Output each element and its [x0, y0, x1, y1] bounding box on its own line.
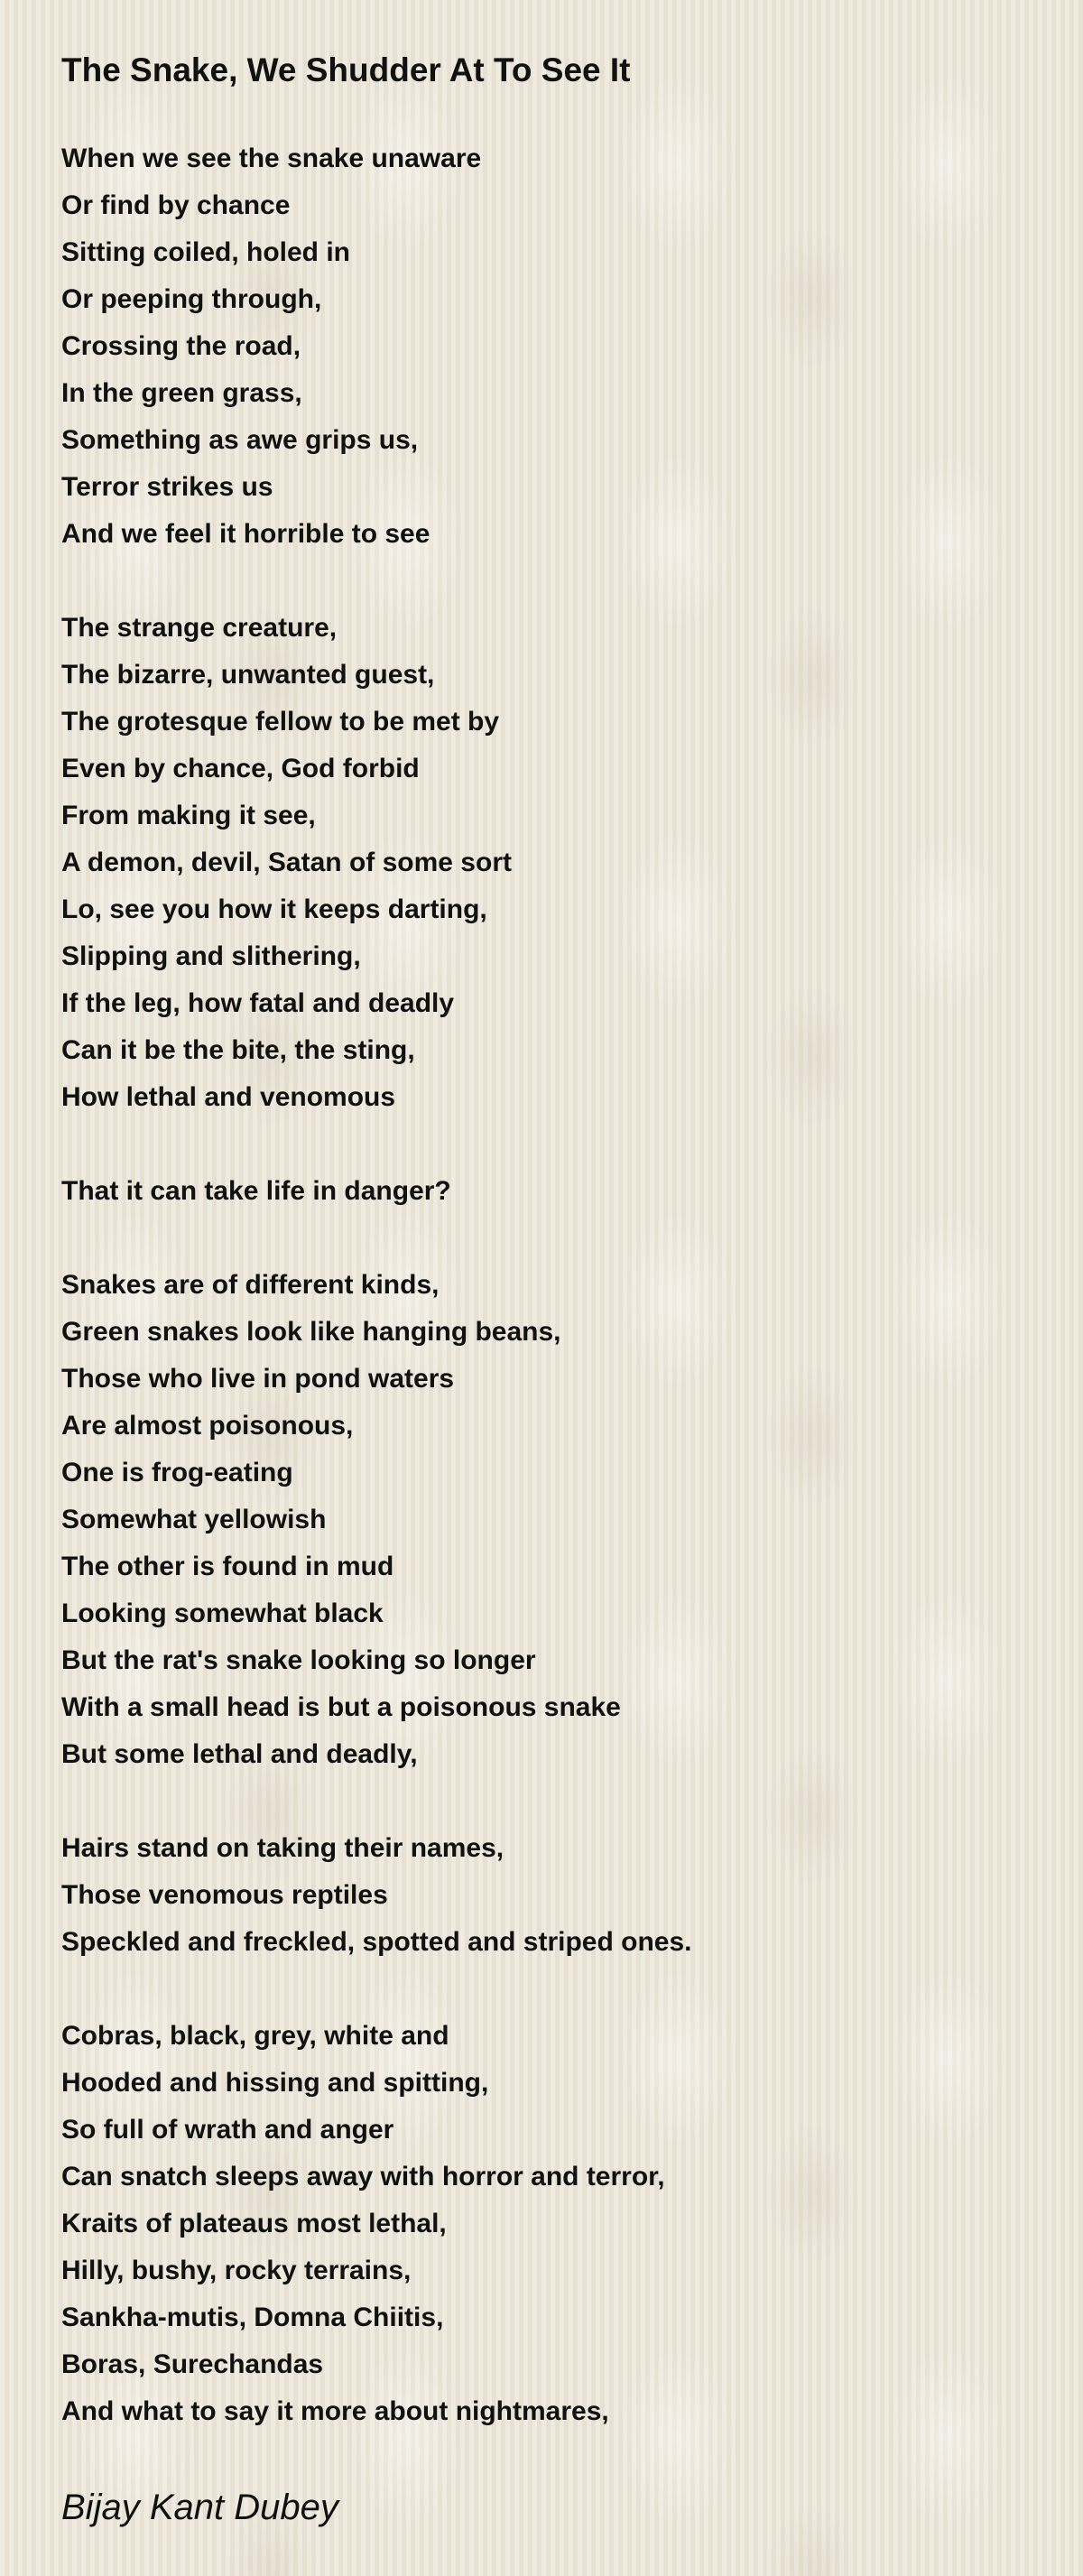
poem-stanza — [61, 1168, 1036, 1215]
poem-line: Crossing the road, — [61, 331, 301, 361]
poem-line: Speckled and freckled, spotted and striped ones. — [61, 1927, 692, 1957]
poem-line: The bizarre, unwanted guest, — [61, 660, 435, 690]
poem-line: One is frog-eating — [61, 1458, 293, 1487]
poem-line: Terror strikes us — [61, 472, 273, 502]
poem-line: Hairs stand on taking their names, — [61, 1833, 504, 1863]
poem-line: Boras, Surechandas — [61, 2349, 324, 2379]
poem-line: Sankha-mutis, Domna Chiitis, — [61, 2303, 444, 2332]
poem-stanza — [61, 135, 1036, 558]
poem-body — [61, 135, 1036, 2482]
poem-line: But some lethal and deadly, — [61, 1739, 418, 1769]
poem-line: And what to say it more about nightmares, — [61, 2396, 609, 2426]
poem-line: Can it be the bite, the sting, — [61, 1035, 415, 1065]
poem-line: If the leg, how fatal and deadly — [61, 988, 455, 1018]
poem-line: Those venomous reptiles — [61, 1880, 388, 1910]
poem-stanza — [61, 605, 1036, 1121]
poem-line: The grotesque fellow to be met by — [61, 707, 500, 737]
poem-stanza — [61, 1825, 1036, 1966]
poem-line: Green snakes look like hanging beans, — [61, 1317, 561, 1347]
poem-line: Those who live in pond waters — [61, 1364, 455, 1394]
poem-line: Looking somewhat black — [61, 1598, 384, 1628]
poem-line: Can snatch sleeps away with horror and terror, — [61, 2162, 665, 2191]
poem-line: Hilly, bushy, rocky terrains, — [61, 2256, 412, 2285]
poem-line: Are almost poisonous, — [61, 1411, 354, 1441]
poem-line: Lo, see you how it keeps darting, — [61, 894, 487, 924]
poem-line: That it can take life in danger? — [61, 1176, 451, 1206]
poem-stanza — [61, 1262, 1036, 1778]
poem-line: With a small head is but a poisonous snake — [61, 1692, 621, 1722]
poem-line: Snakes are of different kinds, — [61, 1270, 440, 1300]
poem-line: Somewhat yellowish — [61, 1505, 327, 1534]
poem-line: From making it see, — [61, 801, 316, 830]
poem-line: But the rat's snake looking so longer — [61, 1645, 536, 1675]
poem-author: Bijay Kant Dubey — [61, 2488, 338, 2527]
poem-line: Cobras, black, grey, white and — [61, 2021, 449, 2051]
poem-line: Hooded and hissing and spitting, — [61, 2068, 489, 2098]
poem-line: Kraits of plateaus most lethal, — [61, 2209, 447, 2238]
poem-line: Slipping and slithering, — [61, 941, 361, 971]
poem-line: The strange creature, — [61, 613, 338, 643]
poem-line: When we see the snake unaware — [61, 144, 482, 173]
poem-line: Or peeping through, — [61, 284, 322, 314]
poem-line: Something as awe grips us, — [61, 425, 419, 455]
poem-line: Even by chance, God forbid — [61, 754, 420, 783]
poem-line: So full of wrath and anger — [61, 2115, 394, 2145]
poem-line: Or find by chance — [61, 190, 291, 220]
poem-line: How lethal and venomous — [61, 1082, 396, 1112]
poem-stanza — [61, 2013, 1036, 2435]
poem-line: In the green grass, — [61, 378, 302, 408]
poem-line: A demon, devil, Satan of some sort — [61, 848, 512, 877]
poem-line: And we feel it horrible to see — [61, 519, 430, 549]
poem-line: The other is found in mud — [61, 1552, 394, 1581]
poem-title: The Snake, We Shudder At To See It — [61, 51, 631, 88]
poem-line: Sitting coiled, holed in — [61, 237, 350, 267]
